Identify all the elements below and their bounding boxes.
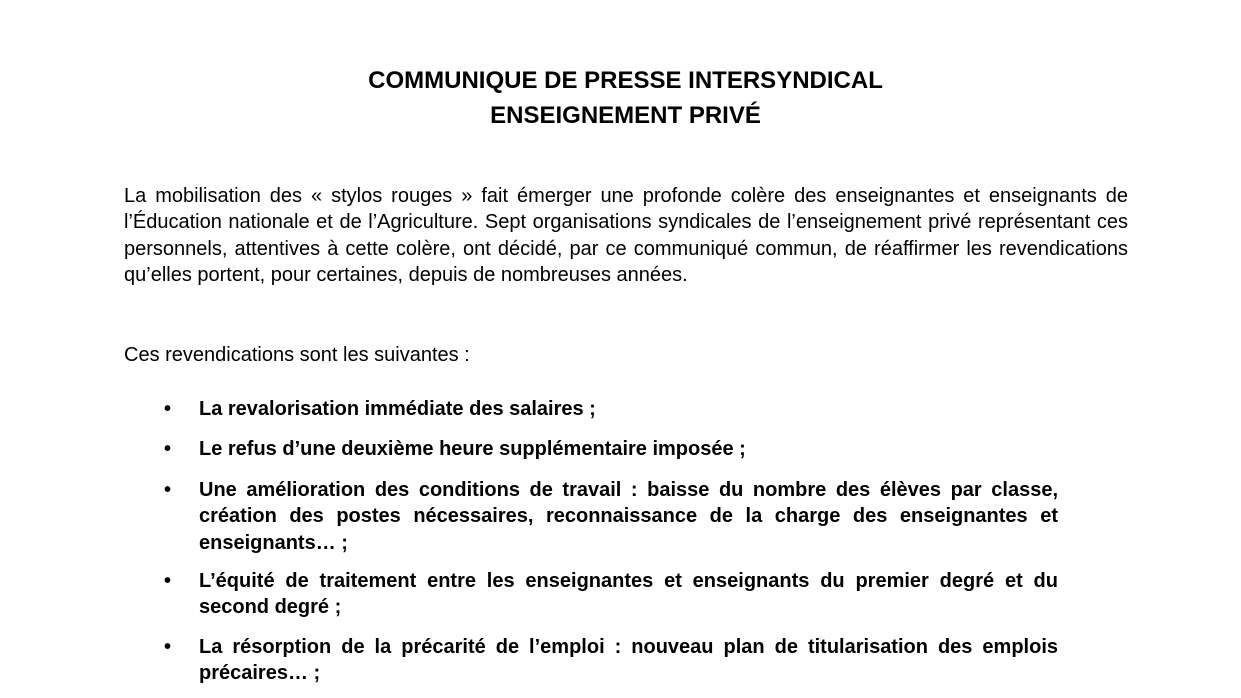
list-item bbox=[160, 396, 1058, 422]
bullet-icon: • bbox=[164, 479, 172, 501]
list-item-text: La résorption de la précarité de l’emploi : nouveau plan de titularisation des emplois précaires… ; bbox=[199, 636, 1058, 685]
document-title-line-2: ENSEIGNEMENT PRIVÉ bbox=[490, 102, 761, 129]
list-item bbox=[160, 568, 1058, 621]
bullet-icon: • bbox=[164, 438, 172, 460]
lead-paragraph: Ces revendications sont les suivantes : bbox=[124, 344, 470, 366]
list-item-text: La revalorisation immédiate des salaires ; bbox=[199, 398, 596, 420]
bullet-icon: • bbox=[164, 570, 172, 592]
list-item-text: Une amélioration des conditions de travail : baisse du nombre des élèves par classe, création des postes nécessaires, reconnaissance de la charge des enseignantes et enseignants… ; bbox=[199, 479, 1058, 554]
list-item-text: L’équité de traitement entre les enseignantes et enseignants du premier degré et du second degré ; bbox=[199, 570, 1058, 619]
intro-paragraph: La mobilisation des « stylos rouges » fait émerger une profonde colère des enseignantes et enseignants de l’Éducation nationale et de l’Agriculture. Sept organisations syndicales de l’enseignement privé représentant ces personnels, attentives à cette colère, ont décidé, par ce communiqué commun, de réaffirmer les revendications qu’elles portent, pour certaines, depuis de nombreuses années. bbox=[124, 185, 1128, 287]
list-item bbox=[160, 477, 1058, 556]
bullet-icon: • bbox=[164, 636, 172, 658]
document-title-line-1: COMMUNIQUE DE PRESSE INTERSYNDICAL bbox=[368, 67, 883, 94]
list-item bbox=[160, 634, 1058, 687]
bullet-icon: • bbox=[164, 398, 172, 420]
list-item-text: Le refus d’une deuxième heure supplémentaire imposée ; bbox=[199, 438, 746, 460]
list-item bbox=[160, 436, 1058, 462]
